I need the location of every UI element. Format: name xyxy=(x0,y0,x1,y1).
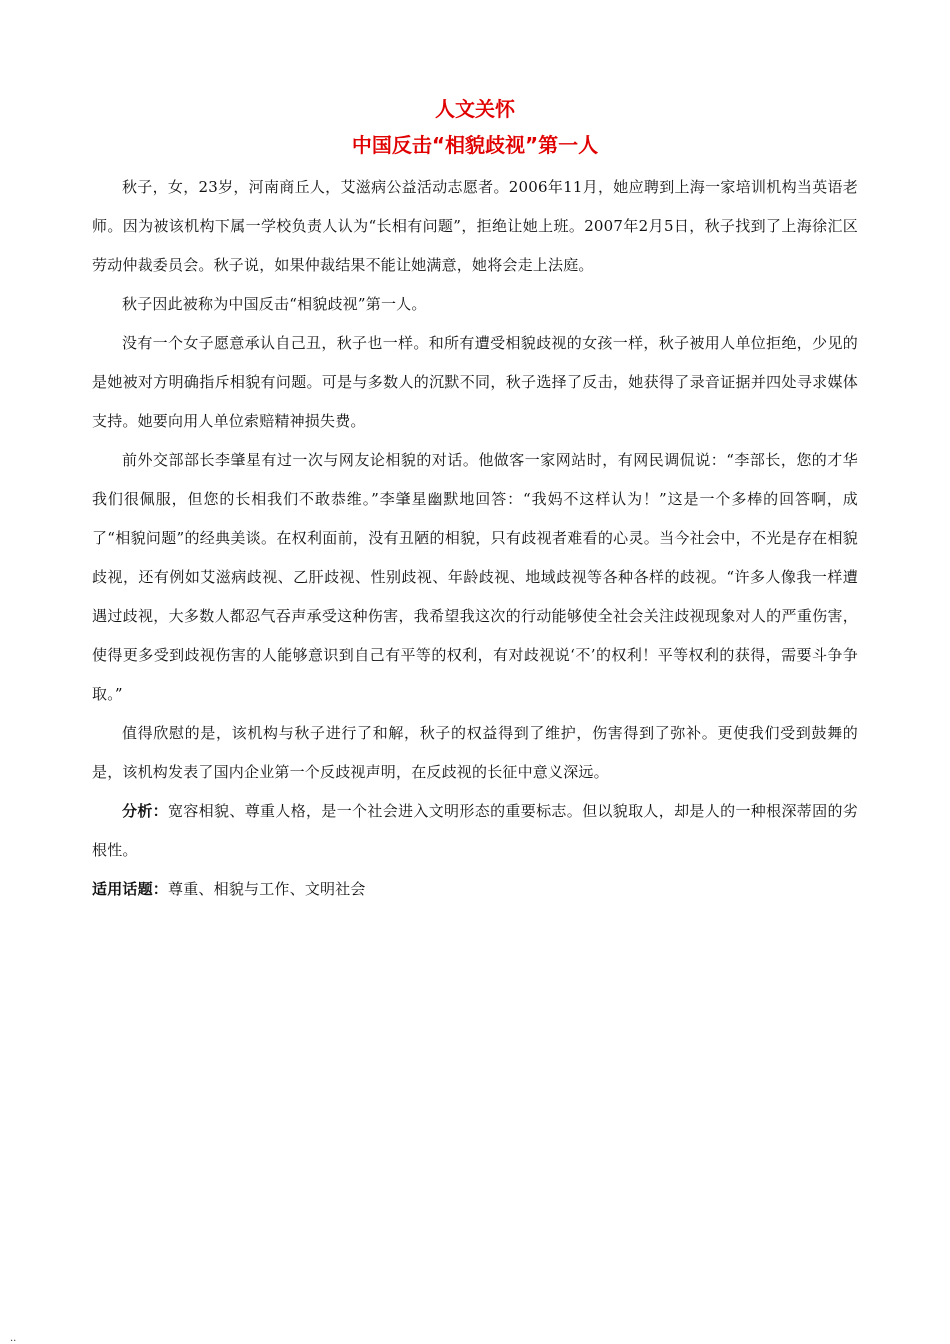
paragraph-rejection: 没有一个女子愿意承认自己丑，秋子也一样。和所有遭受相貌歧视的女孩一样，秋子被用人单位拒绝，少见的是她被对方明确指斥相貌有问题。可是与多数人的沉默不同，秋子选择了反击，她获得了录音证据并四处寻求媒体支持。她要向用人单位索赔精神损失费。 xyxy=(92,334,858,430)
paragraph-intro: 秋子，女，23岁，河南商丘人，艾滋病公益活动志愿者。2006年11月，她应聘到上海一家培训机构当英语老师。因为被该机构下属一学校负责人认为“长相有问题”，拒绝让她上班。2007年2月5日，秋子找到了上海徐汇区劳动仲裁委员会。秋子说，如果仲裁结果不能让她满意，她将会走上法庭。 xyxy=(92,178,858,274)
paragraph-title-note: 秋子因此被称为中国反击“相貌歧视”第一人。 xyxy=(122,295,427,313)
document-page xyxy=(92,92,858,909)
analysis-text: 宽容相貌、尊重人格，是一个社会进入文明形态的重要标志。但以貌取人，却是人的一种根深蒂固的劣根性。 xyxy=(92,802,858,859)
article-title: 中国反击“相貌歧视”第一人 xyxy=(351,133,599,157)
paragraph-li-zhaoxing: 前外交部部长李肇星有过一次与网友论相貌的对话。他做客一家网站时，有网民调侃说：“李部长，您的才华我们很佩服，但您的长相我们不敢恭维。”李肇星幽默地回答：“我妈不这样认为！”这是一个多棒的回答啊，成了“相貌问题”的经典美谈。在权利面前，没有丑陋的相貌，只有歧视者难看的心灵。当今社会中，不光是存在相貌歧视，还有例如艾滋病歧视、乙肝歧视、性别歧视、年龄歧视、地域歧视等各种各样的歧视。“许多人像我一样遭遇过歧视，大多数人都忍气吞声承受这种伤害，我希望我这次的行动能够使全社会关注歧视现象对人的严重伤害，使得更多受到歧视伤害的人能够意识到自己有平等的权利，有对歧视说‘不’的权利！平等权利的获得，需要斗争争取。” xyxy=(92,451,858,703)
analysis-paragraph xyxy=(92,792,858,870)
topics-text: 尊重、相貌与工作、文明社会 xyxy=(168,880,366,898)
page-title: 人文关怀 xyxy=(435,97,515,121)
paragraph-resolution: 值得欣慰的是，该机构与秋子进行了和解，秋子的权益得到了维护，伤害得到了弥补。更使我们受到鼓舞的是，该机构发表了国内企业第一个反歧视声明，在反歧视的长征中意义深远。 xyxy=(92,724,858,781)
analysis-label: 分析： xyxy=(122,802,169,820)
topics-label: 适用话题： xyxy=(92,880,169,898)
topics-paragraph xyxy=(92,870,858,909)
footer-mark: .. xyxy=(10,1333,17,1344)
article-body xyxy=(92,168,858,909)
